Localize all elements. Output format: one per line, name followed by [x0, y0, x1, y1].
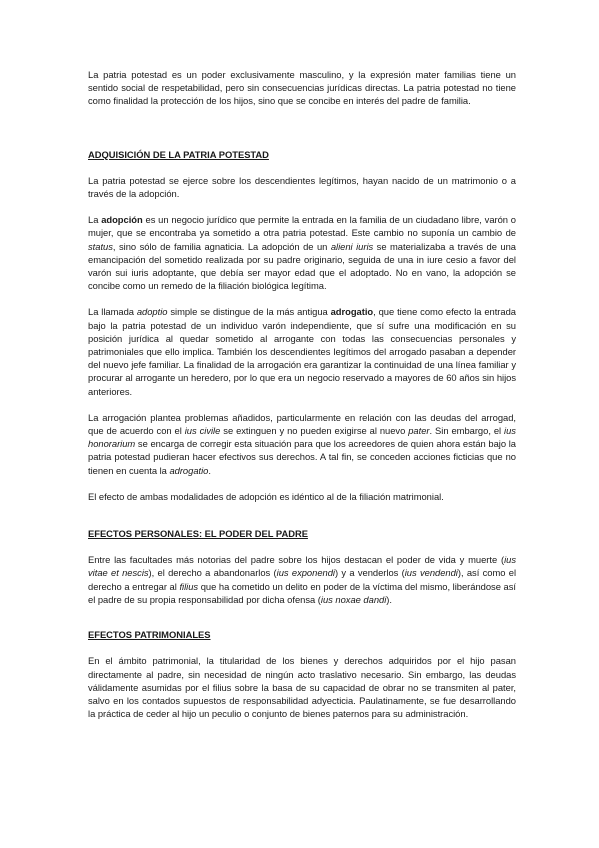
term-ius-honorarium: ius honorarium — [88, 425, 516, 450]
paragraph-adopcion: La adopción es un negocio jurídico que permite la entrada en la familia de un ciudadano libre, varón o mujer, que se encontraba ya sometido a otra patria potestad. Este cambio no suponía un cambio de status, sino sólo de familia agnaticia. La adopción de un alieni iuris se materializaba a través de una emancipación del sometido realizada por su padre originario, seguida de una in iure cesio a favor del varón sui iuris adoptante, que debía ser mayor edad que el adoptado. No en vano, la adopción se concibe como un remedo de la filiación biológica legítima. — [88, 214, 516, 292]
term-ius-exponendi: ius exponendi — [276, 567, 335, 579]
paragraph-ambito-patrimonial: En el ámbito patrimonial, la titularidad de los bienes y derechos adquiridos por el hijo pasan directamente al padre, sin necesidad de ningún acto traslativo necesario. Sin embargo, las deudas válidamente asumidas por el filius sobre la basa de su capacidad de obrar no se transmiten al pater, salvo en los contados supuestos de responsabilidad adyecticia. Paulatinamente, se fue desarrollando la práctica de ceder al hijo un peculio o conjunto de bienes paternos para su administración. — [88, 655, 516, 720]
term-ius-civile: ius civile — [184, 425, 221, 437]
term-adopcion: adopción — [101, 214, 143, 226]
paragraph-adrogatio: La llamada adoptio simple se distingue de la más antigua adrogatio, que tiene como efecto la entrada bajo la patria potestad de un individuo varón independiente, que sí sufre una modificación en su posición jurídica al quedar sometido al arrogante con todas las consecuencias personales y patrimoniales que ello implica. También los descendientes legítimos del arrogado pasaban a depender del nuevo jefe familiar. La finalidad de la arrogación era garantizar la continuidad de una línea familiar y procurar al arrogante un heredero, por lo que era un negocio reservado a mayores de 60 años sin hijos anteriores. — [88, 306, 516, 397]
heading-efectos-personales: EFECTOS PERSONALES: EL PODER DEL PADRE — [88, 528, 308, 540]
term-adrogatio: adrogatio — [330, 306, 374, 318]
term-pater: pater — [408, 425, 430, 437]
term-ius-vendendi: ius vendendi — [404, 567, 458, 579]
term-ius-noxae-dandi: ius noxae dandi — [320, 593, 387, 605]
document-body — [88, 68, 516, 720]
heading-efectos-patrimoniales: EFECTOS PATRIMONIALES — [88, 629, 211, 641]
paragraph-intro: La patria potestad es un poder exclusivamente masculino, y la expresión mater familias tiene un sentido social de respetabilidad, pero sin consecuencias jurídicas directas. La patria potestad no tiene como finalidad la protección de los hijos, sino que se concibe en interés del padre de familia. — [88, 69, 516, 107]
heading-adquisicion: ADQUISICIÓN DE LA PATRIA POTESTAD — [88, 148, 269, 160]
term-status: status — [88, 240, 113, 252]
term-adoptio: adoptio — [136, 306, 168, 318]
term-ius-vitae: ius vitae et nescis — [88, 554, 516, 579]
term-adrogatio-italic: adrogatio — [169, 464, 209, 476]
paragraph-facultades-padre: Entre las facultades más notorias del padre sobre los hijos destacan el poder de vida y muerte (ius vitae et nescis), el derecho a abandonarlos (ius exponendi) y a venderlos (ius vendendi), así como el derecho a entregar al filius que ha cometido un delito en poder de la víctima del mismo, liberándose así el padre de su propia responsabilidad por dicha ofensa (ius noxae dandi). — [88, 554, 517, 605]
paragraph-efecto-adopcion: El efecto de ambas modalidades de adopción es idéntico al de la filiación matrimonial. — [88, 490, 444, 502]
paragraph-descendientes: La patria potestad se ejerce sobre los descendientes legítimos, hayan nacido de un matrimonio o a través de la adopción. — [88, 174, 516, 200]
paragraph-arrogacion-deudas: La arrogación plantea problemas añadidos, particularmente en relación con las deudas del arrogad, que de acuerdo con el ius civile se extinguen y no pueden exigirse al nuevo pater. Sin embargo, el ius honorarium se encarga de corregir esta situación para que los acreedores de quien ahora están bajo la patria potestad pudieran hacer efectivos sus derechos. A tal fin, se conceden acciones ficticias que no tienen en cuenta la adrogatio. — [88, 411, 516, 476]
term-alieni-iuris: alieni iuris — [330, 240, 374, 252]
term-filius: filius — [179, 580, 199, 592]
